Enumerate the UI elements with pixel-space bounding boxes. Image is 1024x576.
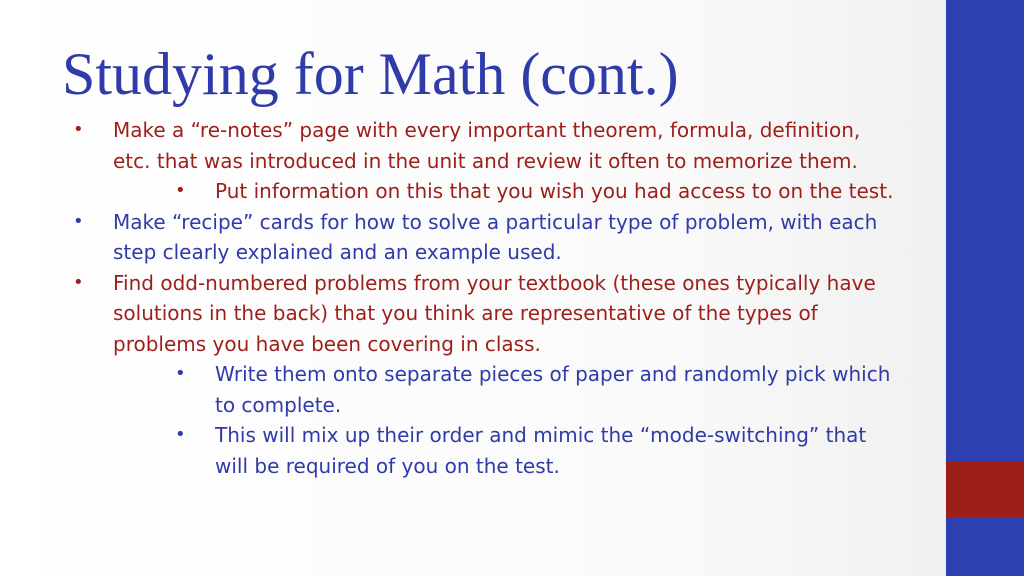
bullet-marker: • bbox=[175, 424, 186, 445]
slide-title: Studying for Math (cont.) bbox=[62, 41, 679, 107]
bullet-marker: • bbox=[73, 210, 84, 232]
bullet-list bbox=[0, 115, 940, 481]
bullet-text: Put information on this that you wish you had access to on the test. bbox=[215, 179, 894, 203]
bullet-text: Find odd-numbered problems from your textbook (these ones typically have solutions in the back) that you think are representative of the types of problems you have been covering in class. bbox=[113, 270, 876, 356]
bullet-marker: • bbox=[73, 271, 84, 293]
side-accent-block bbox=[946, 461, 1024, 518]
bullet-marker: • bbox=[175, 180, 186, 201]
bullet-item-odd-problems bbox=[0, 268, 903, 360]
bullet-text: Make a “re-notes” page with every important theorem, formula, definition, etc. that was introduced in the unit and review it often to memorize them. bbox=[113, 118, 861, 173]
bullet-marker: • bbox=[73, 119, 84, 140]
bullet-item-re-notes bbox=[0, 115, 903, 176]
bullet-text: Write them onto separate pieces of paper and randomly pick which to complete. bbox=[215, 362, 891, 417]
bullet-marker: • bbox=[175, 363, 186, 384]
bullet-text: This will mix up their order and mimic the “mode-switching” that will be required of you on the test. bbox=[215, 423, 867, 478]
sub-bullet-item-test-info bbox=[0, 176, 905, 207]
bullet-text: Make “recipe” cards for how to solve a particular type of problem, with each step clearly explained and an example used. bbox=[113, 209, 878, 264]
sub-bullet-item-mode-switching bbox=[0, 420, 905, 481]
sub-bullet-item-separate-papers bbox=[0, 359, 905, 420]
bullet-item-recipe-cards bbox=[0, 207, 903, 268]
